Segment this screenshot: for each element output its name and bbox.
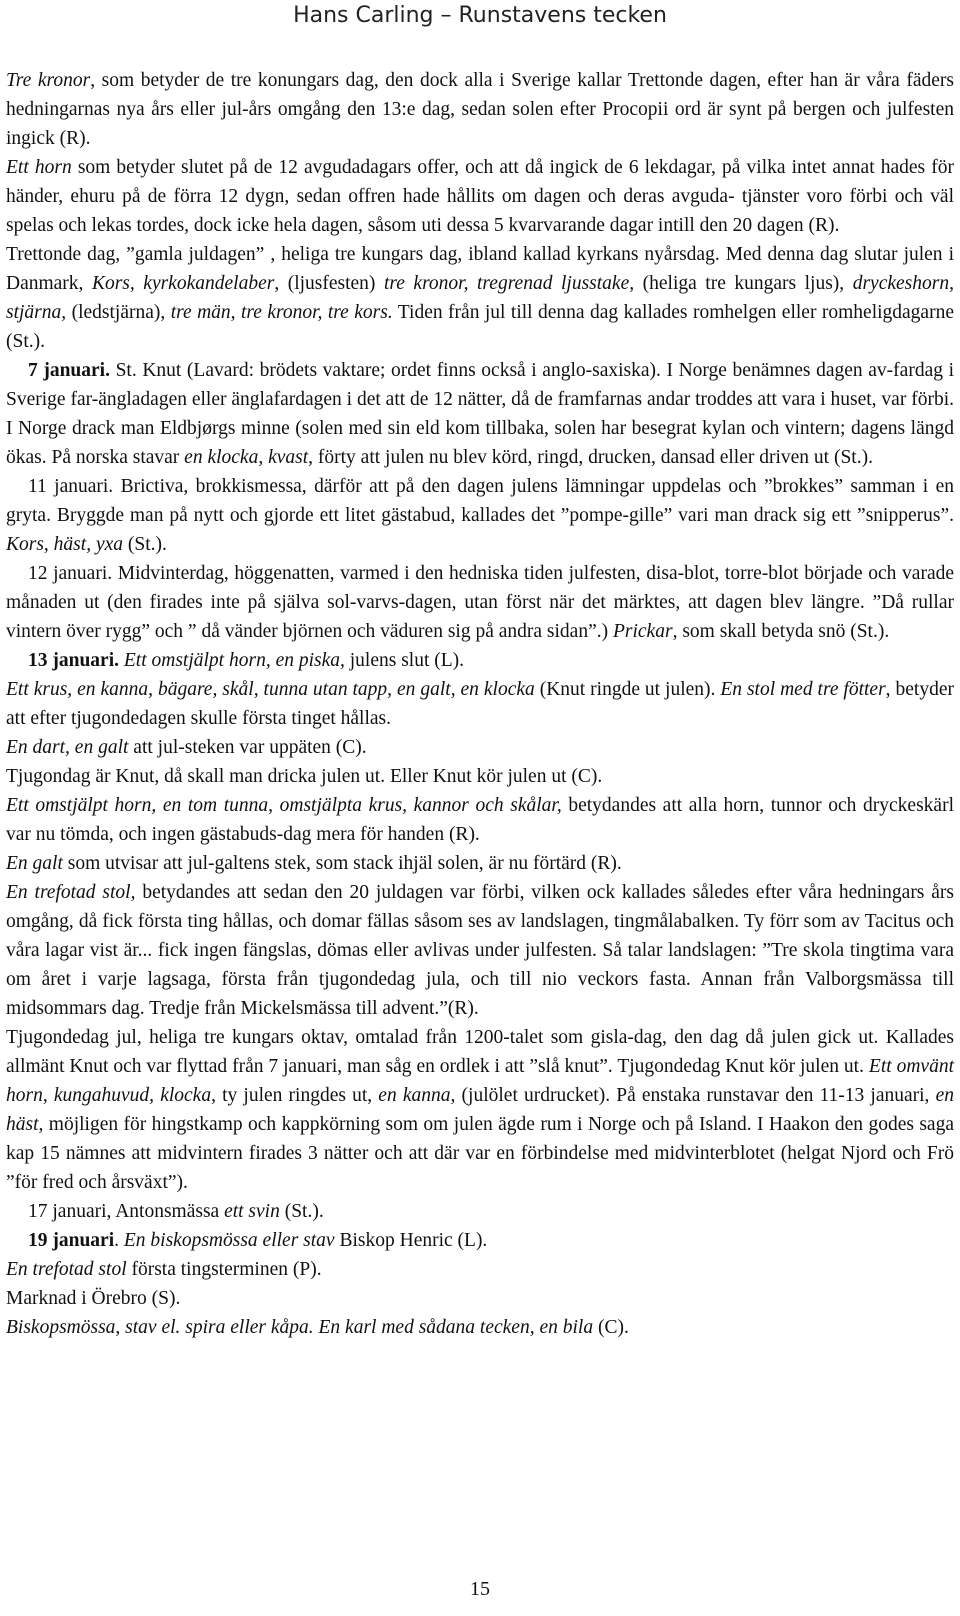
paragraph-text: julens slut (L). <box>344 650 465 671</box>
paragraph-text: 11 januari. Brictiva, brokkismessa, därför att på den dagen julens lämningar uppdelas och ”brokkes” samman i en gryta. Bryggde man på nytt och gjorde ett litet gästabud, kallades det ”pompe-gille” vari man drack sig ett ”snipperus”. <box>6 476 954 526</box>
paragraph-text: Tiden från jul till denna dag kallades romhelgen eller romheligdagarne (St.). <box>6 302 954 352</box>
paragraph-text: , förty att julen nu blev körd, ringd, drucken, dansad eller driven ut (St.). <box>308 447 873 468</box>
italic-term: Ett horn <box>6 157 72 178</box>
italic-term: ett svin <box>224 1201 280 1222</box>
paragraph-text: (St.). <box>279 1201 324 1222</box>
paragraph-text: som betyder slutet på de 12 avgudadagars offer, och att då ingick de 6 lekdagar, på vilka intet annat hades för händer, ehuru på de förra 12 dygn, sedan offren hade hållits om dagen och deras avguda- tjänster voro förbi och väl spelas och lekas tordes, dock icke hela dagen, såsom uti dessa 5 kvarvarande dagar intill den 20 dagen (R). <box>6 157 954 236</box>
italic-term: en kanna, <box>378 1085 456 1106</box>
paragraph-ett-krus <box>6 675 954 733</box>
paragraph-tjugondag <box>6 762 954 791</box>
italic-term: tre kronor, tregrenad ljusstake, <box>383 273 635 294</box>
paragraph-en-dart <box>6 733 954 762</box>
page-number: 15 <box>470 1578 490 1600</box>
italic-term: en klocka, kvast <box>184 447 309 468</box>
paragraph-trettonde-dag <box>6 240 954 356</box>
italic-term: tre män, tre kronor, tre kors. <box>170 302 393 323</box>
paragraph-text: Biskop Henric (L). <box>334 1230 488 1251</box>
italic-term: Prickar <box>612 621 673 642</box>
italic-term: Ett krus, en kanna, bägare, skål, tunna utan tapp, en galt, en klocka <box>6 679 535 700</box>
page-header: Hans Carling – Runstavens tecken <box>293 3 667 28</box>
italic-term: En stol med tre fötter <box>720 679 886 700</box>
paragraph-text: 17 januari, Antonsmässa <box>28 1201 225 1222</box>
paragraph-text: (Knut ringde ut julen). <box>534 679 721 700</box>
paragraph-12-januari <box>6 559 954 646</box>
date-heading: 19 januari <box>28 1230 115 1251</box>
paragraph-trefotad-stol <box>6 878 954 1023</box>
date-heading: 7 januari. <box>28 360 110 381</box>
paragraph-text: (julölet urdrucket). På enstaka runstavar den 11-13 januari, <box>455 1085 936 1106</box>
paragraph-biskopsmossa <box>6 1313 954 1342</box>
italic-term: Biskopsmössa, stav el. spira eller kåpa. En karl med sådana tecken, en bila <box>6 1317 594 1338</box>
italic-term: En trefotad stol, <box>6 882 136 903</box>
paragraph-tingsterminen <box>6 1255 954 1284</box>
italic-term: en häst, <box>6 1085 954 1135</box>
paragraph-tjugondedag-jul <box>6 1023 954 1197</box>
paragraph-text: (St.). <box>123 534 167 555</box>
paragraph-text: , som betyder de tre konungars dag, den dock alla i Sverige kallar Trettonde dagen, efter han är våra fäders hedningarnas nya års eller jul-års omgång den 13:e dag, sedan solen efter Procopii ord är synt på bergen och julfesten ingick (R). <box>6 70 954 149</box>
italic-term: En dart, en galt <box>6 737 129 758</box>
paragraph-7-januari <box>6 356 954 472</box>
italic-term: Ett omstjälpt horn, en piska, <box>123 650 345 671</box>
paragraph-text: (heliga tre kungars ljus), <box>634 273 853 294</box>
italic-term: En galt <box>6 853 63 874</box>
paragraph-text: St. Knut (Lavard: brödets vaktare; ordet finns också i anglo-saxiska). I Norge benämnes dagen av-fardag i Sverige far-ängladagen eller änglafardagen i det att de 12 nätter, då de framfarnas andar troddes att vara i huset, var förbi. I Norge drack man Eldbjørgs minne (solen med sin eld kom tillbaka, solen har besegrat kylan och vintern; dagens längd ökas. På norska stavar <box>6 360 954 468</box>
paragraph-text: ty julen ringdes ut, <box>215 1085 379 1106</box>
paragraph-text: att jul-steken var uppäten (C). <box>128 737 367 758</box>
italic-term: Tre kronor <box>6 70 91 91</box>
paragraph-tre-kronor <box>6 66 954 153</box>
paragraph-text: betydandes att alla horn, tunnor och dryckeskärl var nu tömda, och ingen gästabuds-dag mera för handen (R). <box>6 795 954 845</box>
paragraph-text: . <box>114 1230 124 1251</box>
italic-term: Ett omstjälpt horn, en tom tunna, omstjälpta krus, kannor och skålar, <box>6 795 562 816</box>
paragraph-text: Marknad i Örebro (S). <box>6 1288 181 1309</box>
paragraph-text: betydandes att sedan den 20 juldagen var förbi, vilken ock kallades således efter våra hedningars års omgång, då fick första ting hållas, och domar fällas såsom ses av landslagen, tingmålabalken. Ty förr som av Tacitus och våra lagar vist är... fick ingen fängslas, dömas eller avlivas under julfesten. Så talar landslagen: ”Tre skola tingtima vara om året i varje lagsaga, första från tjugondedag jula, och till nio veckors fasta. Annan från Valborgsmässa till midsommars dag. Tredje från Mickelsmässa till advent.”(R). <box>6 882 954 1019</box>
paragraph-text: möjligen för hingstkamp och kappkörning som om julen ägde rum i Norge och på Island. I Haakon den godes saga kap 15 nämnes att midvintern firades 3 nätter och att där var en förbindelse med midvinterblotet (helgat Njord och Frö ”för fred och årsväxt”). <box>6 1114 954 1193</box>
paragraph-text: , som skall betyda snö (St.). <box>672 621 890 642</box>
paragraph-marknad <box>6 1284 954 1313</box>
paragraph-17-januari <box>6 1197 954 1226</box>
paragraph-text: första tingsterminen (P). <box>126 1259 322 1280</box>
document-body <box>6 66 954 1342</box>
paragraph-text: (ledstjärna), <box>66 302 171 323</box>
paragraph-13-januari <box>6 646 954 675</box>
paragraph-text: (C). <box>593 1317 629 1338</box>
italic-term: En biskopsmössa eller stav <box>123 1230 335 1251</box>
italic-term: Kors, häst, yxa <box>6 534 123 555</box>
paragraph-en-galt <box>6 849 954 878</box>
paragraph-text: Tjugondedag jul, heliga tre kungars oktav, omtalad från 1200-talet som gisla-dag, den dag då julen gick ut. Kallades allmänt Knut och var flyttad från 7 januari, man såg en ordlek i att ”slå knut”. Tjugondedag Knut kör julen ut. <box>6 1027 954 1077</box>
paragraph-omstjalpt-horn <box>6 791 954 849</box>
italic-term: Kors, kyrkokandelaber <box>91 273 275 294</box>
paragraph-11-januari <box>6 472 954 559</box>
paragraph-ett-horn <box>6 153 954 240</box>
italic-term: dryckeshorn, stjärna, <box>6 273 954 323</box>
paragraph-text: Trettonde dag, ”gamla juldagen” , heliga tre kungars dag, ibland kallad kyrkans nyårsdag. Med denna dag slutar julen i Danmark, <box>6 244 954 294</box>
paragraph-19-januari <box>6 1226 954 1255</box>
paragraph-text: 12 januari. Midvinterdag, höggenatten, varmed i den hedniska tiden julfesten, disa-blot, torre-blot började och varade månaden ut (den firades inte på själva sol-varvs-dagen, utan först när det märktes, att dagen blev längre. ”Då rullar vintern över rygg” och ” då vänder björnen och väduren sig på andra sidan”.) <box>6 563 954 642</box>
italic-term: Ett omvänt horn, kungahuvud, klocka, <box>6 1056 954 1106</box>
paragraph-text: , betyder att efter tjugondedagen skulle första tinget hållas. <box>6 679 954 729</box>
paragraph-text: Tjugondag är Knut, då skall man dricka julen ut. Eller Knut kör julen ut (C). <box>6 766 603 787</box>
date-heading: 13 januari. <box>28 650 120 671</box>
italic-term: En trefotad stol <box>6 1259 127 1280</box>
paragraph-text: , (ljusfesten) <box>274 273 384 294</box>
paragraph-text: som utvisar att jul-galtens stek, som stack ihjäl solen, är nu förtärd (R). <box>62 853 622 874</box>
